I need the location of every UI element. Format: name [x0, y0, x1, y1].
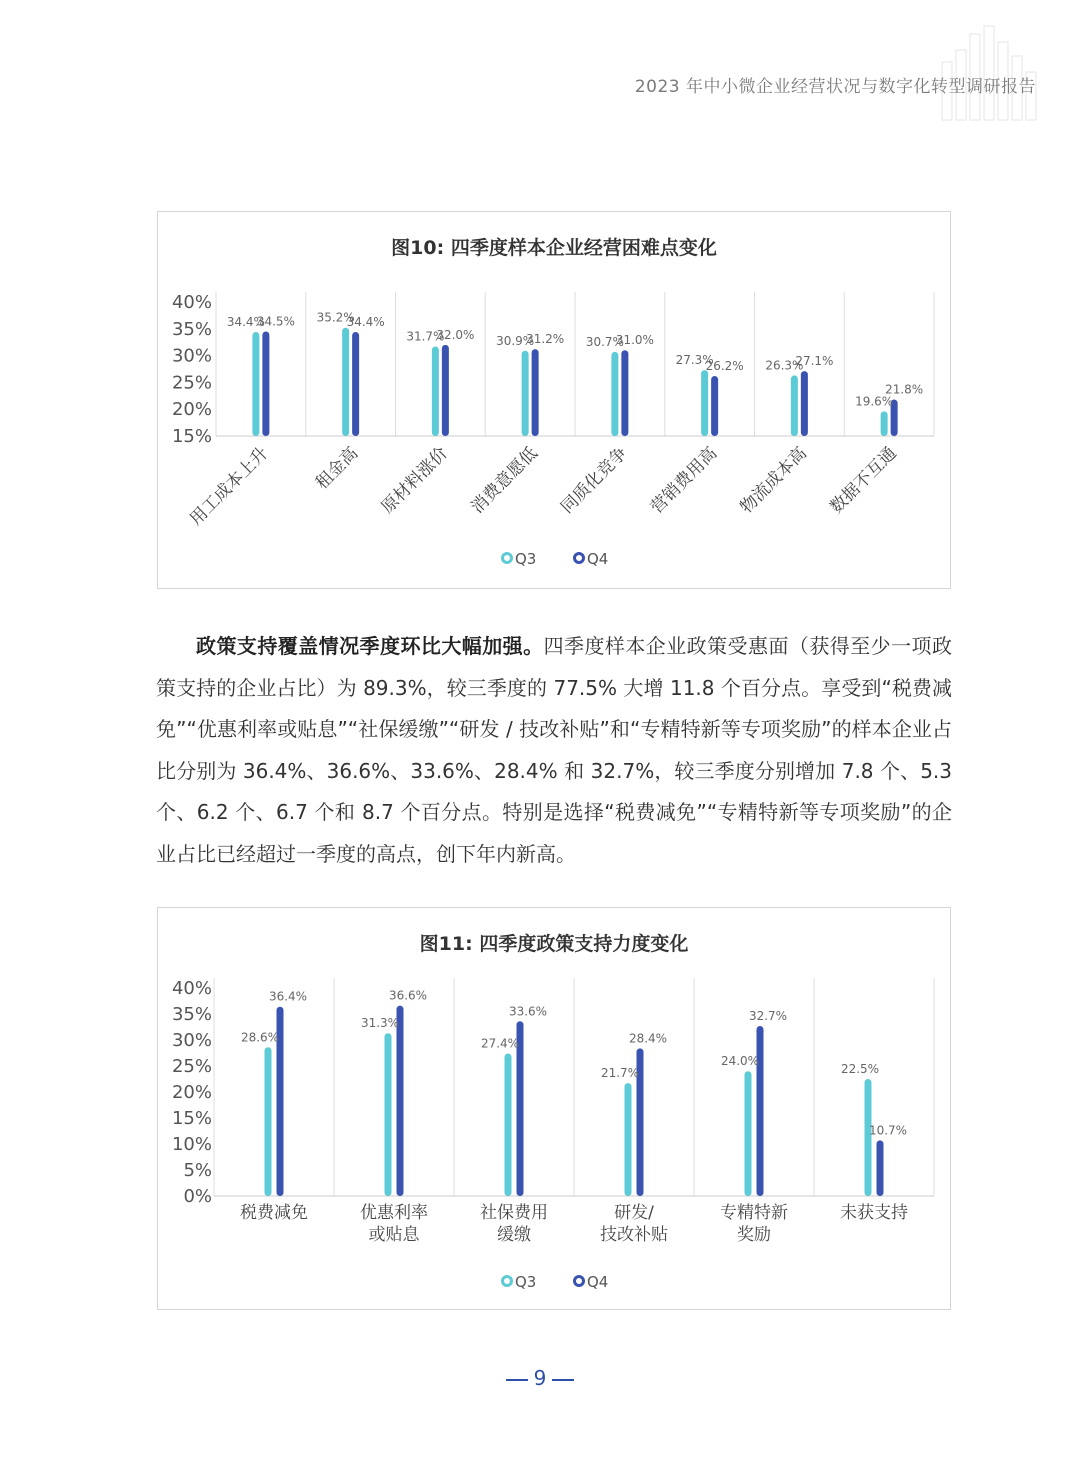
- chart-policy-support-svg: [158, 908, 950, 1309]
- value-label-q3: 34.4%: [226, 315, 265, 330]
- category-label: 同质化竞争: [557, 443, 632, 518]
- value-label-q4: 21.8%: [885, 382, 924, 397]
- paragraph-body: 四季度样本企业政策受惠面（获得至少一项政策支持的企业占比）为 89.3%，较三季度的 77.5% 大增 11.8 个百分点。享受到“税费减免”“优惠利率或贴息”“社保缓缴”“研发 / 技改补贴”和“专精特新等专项奖励”的样本企业占比分别为 36.4%、36.6%、33.6%、28.4% 和 32.7%，较三季度分别增加 7.8 个、5.3 个、6.2 个、6.7 个和 8.7 个百分点。特别是选择“税费减免”“专精特新等专项奖励”的企业占比已经超过一季度的高点，创下年内新高。: [156, 634, 953, 866]
- value-label-q3: 31.3%: [360, 1016, 400, 1031]
- category-label: 租金高: [311, 443, 363, 494]
- value-label-q4: 32.0%: [436, 327, 475, 342]
- y-tick-label: 30%: [171, 345, 212, 367]
- bar-q4: [532, 349, 539, 436]
- category-label: [720, 1203, 788, 1245]
- value-label-q4: 31.2%: [526, 332, 565, 347]
- page-dash-right: [552, 1379, 574, 1381]
- value-label-q4: 34.5%: [256, 314, 295, 329]
- category-label-line: 研发/: [614, 1203, 654, 1223]
- chart-policy-support: [157, 907, 951, 1310]
- y-tick-label: 25%: [171, 1056, 212, 1077]
- bar-q4: [801, 371, 808, 436]
- y-tick-label: 40%: [171, 292, 212, 313]
- value-label-q3: 27.3%: [675, 353, 714, 368]
- legend-marker-q4: [575, 554, 584, 563]
- chart-difficulties: [157, 211, 951, 589]
- y-tick-label: 35%: [171, 318, 212, 340]
- category-label: 数据不互通: [826, 443, 901, 518]
- category-label-line: 优惠利率: [360, 1203, 428, 1223]
- value-label-q4: 34.4%: [346, 315, 385, 330]
- category-label: 用工成本上升: [186, 443, 273, 530]
- legend-marker-q4: [575, 1277, 584, 1286]
- y-tick-label: 10%: [171, 1134, 212, 1155]
- page-number: [0, 1366, 1080, 1390]
- value-label-q3: 30.7%: [585, 334, 624, 349]
- chart-title: 图10: 四季度样本企业经营困难点变化: [391, 237, 717, 259]
- value-label-q4: 27.1%: [795, 354, 834, 369]
- y-tick-label: 15%: [171, 1108, 212, 1129]
- bar-q3: [791, 375, 798, 436]
- value-label-q3: 30.9%: [496, 333, 535, 348]
- chart-difficulties-svg: [158, 212, 950, 588]
- category-label: 消费意愿低: [467, 443, 542, 518]
- bar-q3: [342, 328, 349, 436]
- value-label-q3: 35.2%: [316, 310, 355, 325]
- category-label: [600, 1203, 668, 1245]
- legend-label-q3: Q3: [515, 550, 537, 568]
- legend-marker-q3: [503, 1277, 512, 1286]
- bar-q3: [745, 1071, 752, 1196]
- value-label-q4: 33.6%: [508, 1004, 548, 1019]
- category-label: 物流成本高: [736, 443, 811, 518]
- value-label-q4: 26.2%: [705, 358, 744, 373]
- bar-q3: [432, 346, 439, 436]
- category-label: [840, 1203, 908, 1223]
- value-label-q4: 28.4%: [628, 1031, 668, 1046]
- value-label-q3: 22.5%: [840, 1062, 880, 1076]
- category-label-line: 缓缴: [497, 1225, 531, 1245]
- category-label-line: 技改补贴: [600, 1225, 668, 1245]
- value-label-q3: 31.7%: [406, 329, 445, 344]
- bar-q4: [877, 1140, 884, 1196]
- category-label: [240, 1203, 308, 1223]
- bar-q3: [611, 352, 618, 436]
- report-title: 2023 年中小微企业经营状况与数字化转型调研报告: [634, 77, 1036, 97]
- value-label-q3: 28.6%: [240, 1030, 280, 1045]
- y-tick-label: 35%: [171, 1004, 212, 1025]
- bar-q3: [625, 1083, 632, 1196]
- category-label: 营销费用高: [646, 443, 722, 518]
- value-label-q3: 21.7%: [600, 1066, 640, 1081]
- category-label: 原材料涨价: [377, 443, 452, 518]
- bar-q4: [397, 1006, 404, 1196]
- y-tick-label: 20%: [171, 399, 212, 421]
- y-tick-label: 25%: [171, 372, 212, 394]
- category-label-line: 奖励: [737, 1225, 771, 1245]
- value-label-q4: 36.4%: [268, 989, 308, 1004]
- category-label-line: 专精特新: [720, 1203, 788, 1223]
- y-tick-label: 20%: [171, 1082, 212, 1103]
- value-label-q4: 31.0%: [615, 333, 654, 348]
- category-label: [480, 1203, 548, 1245]
- bar-q3: [522, 351, 529, 436]
- value-label-q3: 19.6%: [855, 394, 894, 409]
- legend-label-q3: Q3: [515, 1273, 537, 1291]
- value-label-q4: 10.7%: [868, 1123, 908, 1138]
- y-tick-label: 40%: [171, 978, 212, 999]
- category-label-line: 未获支持: [840, 1203, 908, 1223]
- y-tick-label: 15%: [171, 426, 212, 447]
- value-label-q3: 26.3%: [765, 358, 804, 373]
- y-tick-label: 5%: [183, 1160, 212, 1181]
- bar-q4: [442, 345, 449, 436]
- y-tick-label: 0%: [183, 1186, 212, 1207]
- paragraph-lead: 政策支持覆盖情况季度环比大幅加强。: [196, 634, 544, 658]
- value-label-q4: 36.6%: [388, 988, 428, 1003]
- legend-marker-q3: [503, 554, 512, 563]
- bar-q3: [385, 1033, 392, 1196]
- legend-label-q4: Q4: [587, 1273, 609, 1291]
- category-label-line: 社保费用: [480, 1203, 548, 1223]
- bar-q3: [252, 332, 259, 436]
- legend-label-q4: Q4: [587, 550, 609, 568]
- bar-q3: [505, 1054, 512, 1196]
- chart-title: 图11: 四季度政策支持力度变化: [419, 933, 689, 955]
- value-label-q3: 24.0%: [720, 1054, 760, 1069]
- category-label-line: 或贴息: [368, 1225, 420, 1245]
- bar-q3: [865, 1079, 872, 1196]
- bar-q4: [621, 350, 628, 436]
- page-dash-left: [506, 1379, 528, 1381]
- value-label-q4: 32.7%: [748, 1008, 788, 1023]
- page-number-text: 9: [533, 1366, 547, 1390]
- policy-paragraph: [156, 626, 952, 876]
- bar-q4: [352, 332, 359, 436]
- bar-q3: [881, 411, 888, 436]
- y-tick-label: 30%: [171, 1030, 212, 1051]
- value-label-q3: 27.4%: [480, 1036, 520, 1051]
- bar-q4: [711, 376, 718, 436]
- category-label: [360, 1203, 428, 1245]
- bar-q3: [265, 1047, 272, 1196]
- bar-q4: [757, 1026, 764, 1196]
- bar-q3: [701, 370, 708, 436]
- category-label-line: 税费减免: [240, 1203, 308, 1223]
- bar-q4: [262, 331, 269, 436]
